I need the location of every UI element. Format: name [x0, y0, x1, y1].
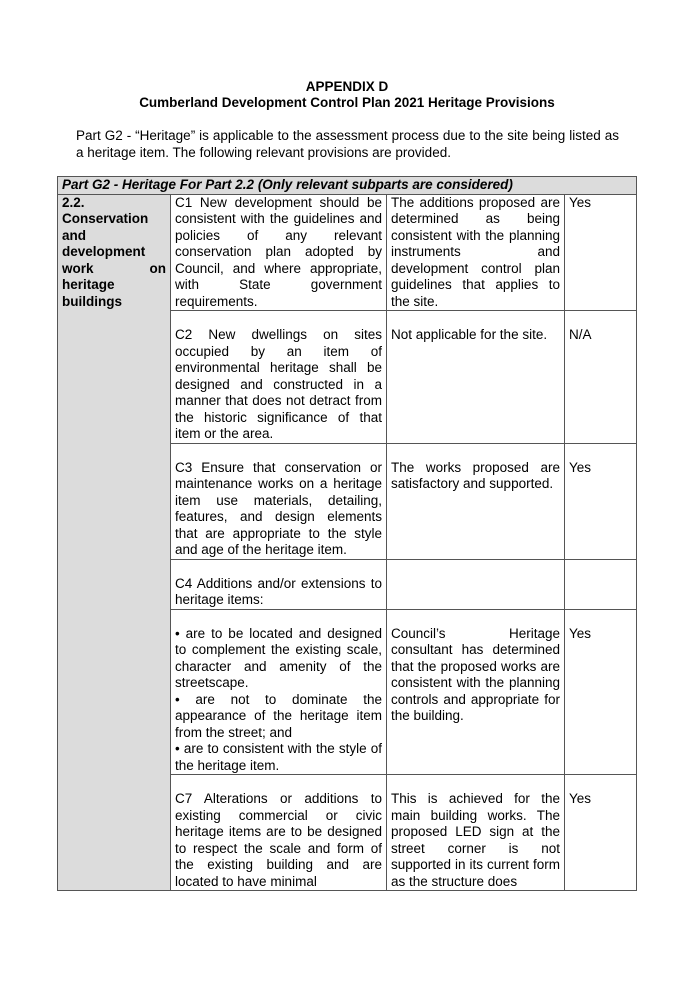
- comment-c2: Not applicable for the site.: [387, 311, 565, 444]
- control-c2: C2 New dwellings on sites occupied by an item of environmental heritage shall be designed and constructed in a manner that does not detract from the historic significance of that item or the area.: [171, 311, 387, 444]
- table-header: Part G2 - Heritage For Part 2.2 (Only relevant subparts are considered): [58, 177, 637, 195]
- section-label: 2.2. Conservation and development work on heritage buildings: [58, 194, 171, 891]
- control-c7: C7 Alterations or additions to existing commercial or civic heritage items are to be designed to respect the scale and form of the existing building and are located to have minimal: [171, 775, 387, 891]
- complies-c4-bullets: Yes: [565, 609, 637, 775]
- bullet-item: • are to consistent with the style of the heritage item.: [175, 741, 382, 773]
- document-subtitle: Cumberland Development Control Plan 2021 Heritage Provisions: [139, 95, 555, 110]
- complies-c4: [565, 559, 637, 609]
- complies-c2: N/A: [565, 311, 637, 444]
- table-header-row: [58, 177, 637, 195]
- control-c1: C1 New development should be consistent with the guidelines and policies of any relevant conservation plan adopted by Council, and where appropriate, with State government requirements.: [171, 194, 387, 311]
- comment-c4: [387, 559, 565, 609]
- appendix-title: APPENDIX D: [305, 79, 389, 94]
- control-c4: C4 Additions and/or extensions to heritage items:: [171, 559, 387, 609]
- intro-paragraph: Part G2 - “Heritage” is applicable to the assessment process due to the site being listed as a heritage item. The following relevant provisions are provided.: [76, 128, 619, 160]
- bullet-item: • are not to dominate the appearance of the heritage item from the street; and: [175, 691, 382, 740]
- complies-c3: Yes: [565, 443, 637, 559]
- complies-c7: Yes: [565, 775, 637, 891]
- comment-c3: The works proposed are satisfactory and supported.: [387, 443, 565, 559]
- comment-c7: This is achieved for the main building works. The proposed LED sign at the street corner is not supported in its current form as the structure does: [387, 775, 565, 891]
- bullet-item: • are to be located and designed to complement the existing scale, character and amenity of the streetscape.: [175, 625, 382, 690]
- comment-c1: The additions proposed are determined as being consistent with the planning instruments and development control plan guidelines that applies to the site.: [387, 194, 565, 311]
- complies-c1: Yes: [565, 194, 637, 311]
- heritage-provisions-table: [57, 176, 637, 891]
- table-row: [58, 194, 637, 311]
- comment-c4-bullets: Council’s Heritage consultant has determined that the proposed works are consistent with the planning controls and appropriate for the building.: [387, 609, 565, 775]
- control-c4-bullets: [171, 609, 387, 775]
- control-c3: C3 Ensure that conservation or maintenance works on a heritage item use materials, detailing, features, and design elements that are appropriate to the style and age of the heritage item.: [171, 443, 387, 559]
